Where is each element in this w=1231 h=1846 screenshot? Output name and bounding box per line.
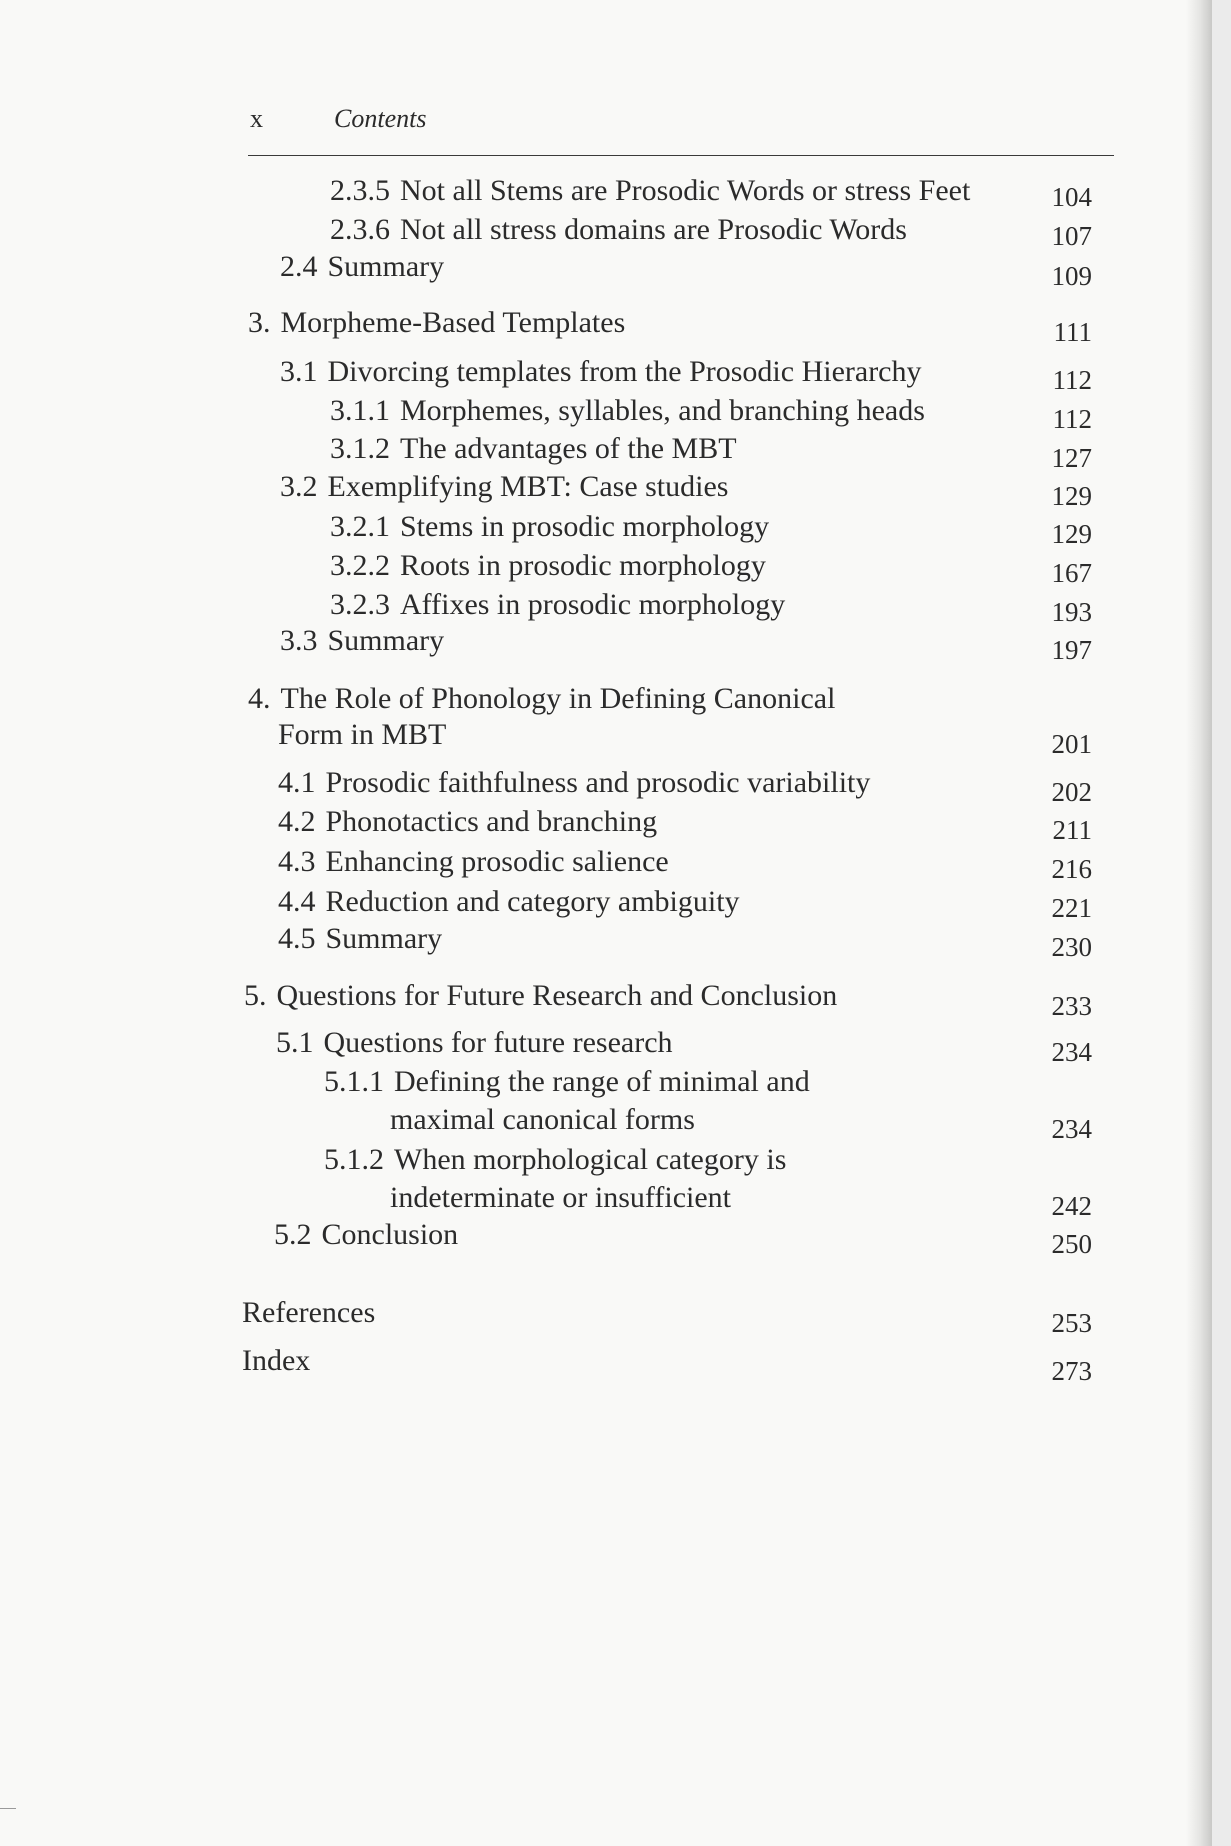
chapter-number: 5. (244, 979, 267, 1012)
toc-chapter-4 (248, 682, 835, 716)
section-number: 3.2.2 (330, 549, 390, 582)
page-number: 112 (1052, 404, 1092, 434)
references-title: References (242, 1296, 376, 1329)
page-number: 109 (1051, 261, 1092, 291)
section-number: 4.4 (278, 885, 316, 918)
section-title: Exemplifying MBT: Case studies (327, 470, 729, 503)
section-title: Not all Stems are Prosodic Words or stress Feet (400, 174, 971, 207)
section-title-continued: maximal canonical forms (390, 1103, 695, 1136)
chapter-number: 4. (248, 682, 271, 715)
page-number: 167 (1051, 558, 1092, 588)
toc-entry-3-1-2 (330, 432, 737, 466)
section-title: Defining the range of minimal and (394, 1065, 810, 1098)
section-number: 3.2.3 (330, 588, 390, 621)
toc-entry-4-4 (278, 885, 740, 919)
chapter-title-continued: Form in MBT (278, 718, 447, 751)
binding-mark (0, 1808, 16, 1809)
section-title: Conclusion (321, 1218, 459, 1251)
page-number: 233 (1051, 991, 1092, 1021)
index-title: Index (242, 1344, 311, 1377)
section-title: Roots in prosodic morphology (400, 549, 766, 582)
page-number: 197 (1051, 635, 1092, 665)
page-number: 111 (1053, 317, 1092, 347)
section-title: The advantages of the MBT (400, 432, 737, 465)
toc-chapter-4-continued (278, 718, 446, 752)
section-title-continued: indeterminate or insufficient (390, 1181, 732, 1214)
section-number: 2.4 (280, 250, 318, 283)
chapter-title: Morpheme-Based Templates (280, 306, 626, 339)
toc-entry-2-4 (280, 250, 444, 284)
chapter-title: The Role of Phonology in Defining Canonical (280, 682, 836, 715)
section-title: Enhancing prosodic salience (325, 845, 669, 878)
page-number: 230 (1051, 932, 1092, 962)
page-number: 107 (1051, 221, 1092, 251)
section-title: Phonotactics and branching (325, 805, 658, 838)
toc-entry-2-3-6 (330, 213, 907, 247)
section-number: 3.3 (280, 624, 318, 657)
section-number: 5.1 (276, 1026, 314, 1059)
page-number: 211 (1052, 815, 1092, 845)
page-number: 242 (1051, 1191, 1092, 1221)
section-number: 4.5 (278, 922, 316, 955)
page-number: 234 (1051, 1114, 1092, 1144)
toc-entry-5-1-2 (324, 1143, 786, 1177)
page-number: 201 (1051, 729, 1092, 759)
page-number: 221 (1051, 893, 1092, 923)
section-number: 3.1.2 (330, 432, 390, 465)
section-number: 2.3.6 (330, 213, 390, 246)
toc-entry-4-1 (278, 766, 870, 800)
section-number: 3.1.1 (330, 394, 390, 427)
section-title: Stems in prosodic morphology (400, 510, 770, 543)
page-number: 104 (1051, 182, 1092, 212)
section-number: 4.2 (278, 805, 316, 838)
toc-entry-5-1-2-continued (390, 1181, 731, 1215)
page-number: 129 (1051, 481, 1092, 511)
section-number: 3.2 (280, 470, 318, 503)
toc-entry-5-2 (274, 1218, 458, 1252)
section-number: 3.2.1 (330, 510, 390, 543)
toc-entry-5-1-1-continued (390, 1103, 695, 1137)
section-title: Reduction and category ambiguity (325, 885, 740, 918)
running-head-title: Contents (334, 104, 427, 133)
page-number: 127 (1051, 443, 1092, 473)
section-title: Morphemes, syllables, and branching heads (400, 394, 925, 427)
header-rule (248, 155, 1114, 156)
page-number: 202 (1051, 777, 1092, 807)
chapter-number: 3. (248, 306, 271, 339)
chapter-title: Questions for Future Research and Conclusion (276, 979, 838, 1012)
section-title: Prosodic faithfulness and prosodic variability (325, 766, 871, 799)
section-title: When morphological category is (394, 1143, 787, 1176)
toc-entry-3-2 (280, 470, 728, 504)
section-title: Questions for future research (323, 1026, 673, 1059)
toc-index (242, 1344, 310, 1378)
section-title: Divorcing templates from the Prosodic Hierarchy (327, 355, 922, 388)
toc-chapter-5 (244, 979, 837, 1013)
toc-entry-4-3 (278, 845, 669, 879)
section-number: 4.3 (278, 845, 316, 878)
page-number: 253 (1051, 1308, 1092, 1338)
section-number: 5.1.1 (324, 1065, 384, 1098)
section-number: 3.1 (280, 355, 318, 388)
toc-entry-3-2-2 (330, 549, 766, 583)
page-edge-shadow (1186, 0, 1212, 1846)
toc-entry-2-3-5 (330, 174, 970, 208)
page-folio: x (250, 104, 263, 133)
page-number: 112 (1052, 365, 1092, 395)
toc-entry-5-1-1 (324, 1065, 810, 1099)
toc-entry-5-1 (276, 1026, 673, 1060)
section-title: Affixes in prosodic morphology (400, 588, 786, 621)
toc-chapter-3 (248, 306, 625, 340)
toc-references (242, 1296, 375, 1330)
toc-entry-3-1-1 (330, 394, 925, 428)
section-number: 4.1 (278, 766, 316, 799)
section-title: Summary (327, 624, 445, 657)
page-number: 234 (1051, 1037, 1092, 1067)
section-number: 2.3.5 (330, 174, 390, 207)
running-head (250, 104, 426, 134)
toc-entry-4-2 (278, 805, 657, 839)
section-title: Not all stress domains are Prosodic Words (400, 213, 907, 246)
page-number: 216 (1051, 854, 1092, 884)
page-number: 273 (1051, 1356, 1092, 1386)
section-number: 5.2 (274, 1218, 312, 1251)
section-title: Summary (325, 922, 443, 955)
page-number: 129 (1051, 519, 1092, 549)
page-number: 250 (1051, 1229, 1092, 1259)
toc-entry-3-2-1 (330, 510, 769, 544)
section-title: Summary (327, 250, 445, 283)
toc-entry-3-3 (280, 624, 444, 658)
toc-entry-3-2-3 (330, 588, 785, 622)
section-number: 5.1.2 (324, 1143, 384, 1176)
toc-entry-3-1 (280, 355, 922, 389)
toc-entry-4-5 (278, 922, 442, 956)
page-number: 193 (1051, 597, 1092, 627)
